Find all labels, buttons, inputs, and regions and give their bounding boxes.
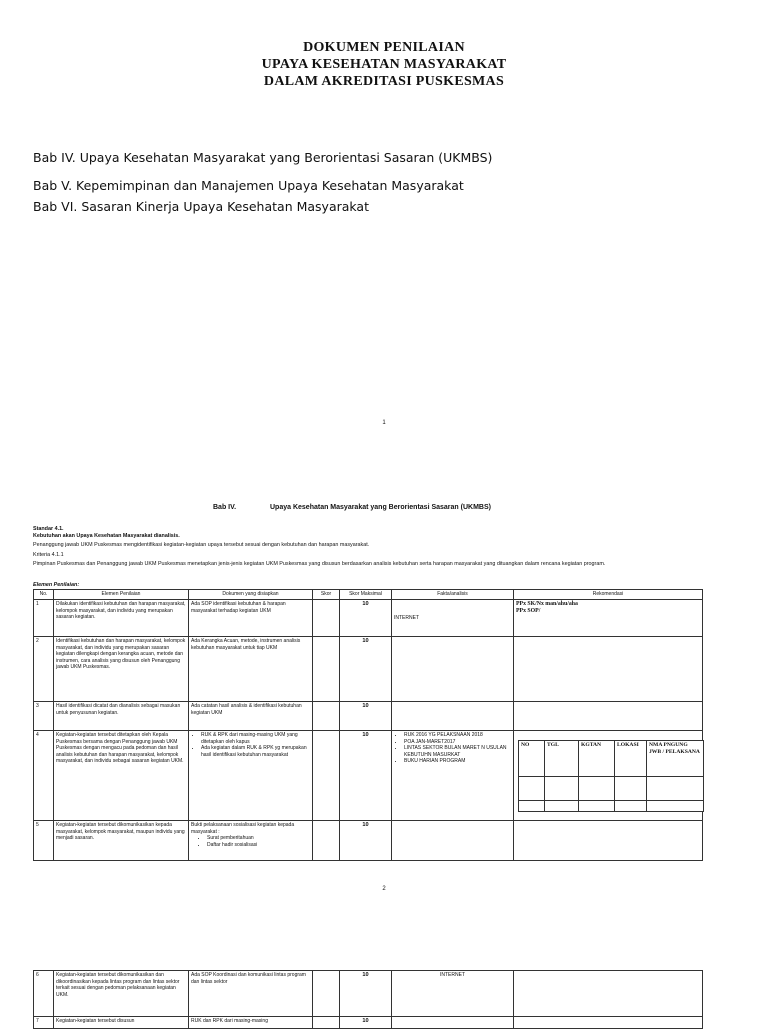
rekomendasi-line: PPx SOP/ <box>516 608 541 614</box>
row-elemen: Hasil identifikasi dicatat dan dianalisis sebagai masukan untuk penyusunan kegiatan. <box>54 702 189 731</box>
row-dokumen: Ada catatan hasil analisis & identifikasi kebutuhan kegiatan UKM <box>189 702 313 731</box>
kegiatan-row <box>519 801 704 812</box>
row-skor-maks: 10 <box>340 637 392 702</box>
kegiatan-header-row <box>519 741 704 777</box>
page2-chapter-title: Upaya Kesehatan Masyarakat yang Berorientasi Sasaran (UKMBS) <box>270 504 491 511</box>
row-no: 4 <box>34 731 54 821</box>
table-row <box>34 637 703 702</box>
header-skor: Skor <box>313 590 340 600</box>
dokumen-item: • RUK & RPK dari masing-masing UKM yang ditetapkan oleh kapus <box>201 732 310 745</box>
fakta-item: • RUK 2016 YG PELAKSNAAN 2018 <box>404 732 511 739</box>
row-rekomendasi <box>514 637 703 702</box>
assessment-table <box>33 589 703 861</box>
fakta-item: • BUKU HARIAN PROGRAM <box>404 758 511 765</box>
row-rekomendasi <box>514 702 703 731</box>
row-fakta <box>392 1017 514 1029</box>
standar-title: Kebutuhan akan Upaya Kesehatan Masyarakat dianalisis. <box>33 533 180 539</box>
table-row <box>34 1017 703 1029</box>
row-no: 5 <box>34 821 54 861</box>
row-fakta <box>392 637 514 702</box>
page2-chapter-no: Bab IV. <box>213 504 237 511</box>
row-dokumen <box>189 731 313 821</box>
row-dokumen <box>189 821 313 861</box>
table-row <box>34 971 703 1017</box>
row-skor-maks: 10 <box>340 702 392 731</box>
kegiatan-header-kgtan: KGTAN <box>579 741 615 777</box>
row-skor-maks: 10 <box>340 731 392 821</box>
chapter-v: Bab V. Kepemimpinan dan Manajemen Upaya Kesehatan Masyarakat <box>33 178 464 193</box>
row-skor-maks: 10 <box>340 971 392 1017</box>
kegiatan-row <box>519 777 704 801</box>
standar-label: Standar 4.1. <box>33 526 64 532</box>
kriteria-description: Pimpinan Puskesmas dan Penanggung jawab UKM Puskesmas menetapkan jenis-jenis kegiatan UKM Puskesmas yang disusun berdasarkan analisis kebutuhan serta harapan masyarakat yang dituangkan dalam rencana kegiatan program. <box>33 561 606 567</box>
kriteria-label: Kriteria 4.1.1 <box>33 552 64 558</box>
title-line-2: UPAYA KESEHATAN MASYARAKAT <box>261 57 507 72</box>
row-no: 3 <box>34 702 54 731</box>
row-skor-maks: 10 <box>340 1017 392 1029</box>
row-skor-maks: 10 <box>340 821 392 861</box>
row-skor-maks: 10 <box>340 600 392 637</box>
row-skor <box>313 821 340 861</box>
title-line-1: DOKUMEN PENILAIAN <box>303 40 465 55</box>
header-rekomendasi: Rekomendasi <box>514 590 703 600</box>
row-no: 7 <box>34 1017 54 1029</box>
kegiatan-header-no: NO <box>519 741 545 777</box>
row-elemen: Kegiatan-kegiatan tersebut dikomunikasikan dan dikoordinasikan kepada lintas program dan lintas sektor terkait sesuai dengan pedoman pelaksanaan kegiatan UKM. <box>54 971 189 1017</box>
row-dokumen: Ada SOP identifikasi kebutuhan & harapan masyarakat terhadap kegiatan UKM <box>189 600 313 637</box>
row-dokumen: Ada SOP Koordinasi dan komunikasi lintas program dan lintas sektor <box>189 971 313 1017</box>
row-elemen: Kegiatan-kegiatan tersebut ditetapkan oleh Kepala Puskesmas bersama dengan Penanggung jawab UKM Puskesmas dengan mengacu pada pedoman dan hasil analisis kebutuhan dan harapan masyarakat, kelompok masyarakat, dan individu sebagai sasaran kegiatan UKM. <box>54 731 189 821</box>
page-number-1: 1 <box>382 420 386 426</box>
fakta-item: • LINTAS SEKTOR BULAN MARET N USULAN KEBUTUHN MASURKAT <box>404 745 511 758</box>
title-line-3: DALAM AKREDITASI PUSKESMAS <box>263 74 505 89</box>
dokumen-text: Bukti pelaksanaan sosialisasi kegiatan kepada masyarakat : <box>191 822 295 835</box>
row-skor <box>313 971 340 1017</box>
assessment-table-continued <box>33 970 703 1029</box>
row-fakta: INTERNET <box>392 600 514 637</box>
header-elemen: Elemen Penilaian <box>54 590 189 600</box>
row-elemen: Kegiatan-kegiatan tersebut dikomunikasikan kepada masyarakat, kelompok masyarakat, maupun individu yang menjadi sasaran. <box>54 821 189 861</box>
row-elemen: Dilakukan identifikasi kebutuhan dan harapan masyarakat, kelompok masyarakat, dan individu yang merupakan sasaran kegiatan. <box>54 600 189 637</box>
table-row <box>34 821 703 861</box>
table-header-row <box>34 590 703 600</box>
row-fakta: INTERNET <box>392 971 514 1017</box>
header-skor-maks: Skor Maksimal <box>340 590 392 600</box>
chapter-iv: Bab IV. Upaya Kesehatan Masyarakat yang Berorientasi Sasaran (UKMBS) <box>33 150 493 165</box>
row-rekomendasi <box>514 821 703 861</box>
row-fakta <box>392 702 514 731</box>
dokumen-item: • Daftar hadir sosialisasi <box>207 842 310 849</box>
row-rekomendasi <box>514 1017 703 1029</box>
dokumen-item: • Ada kegiatan dalam RUK & RPK yg merupakan hasil identifikasi kebutuhan masyarakat <box>201 745 310 758</box>
header-no: No. <box>34 590 54 600</box>
table-row <box>34 702 703 731</box>
row-skor <box>313 637 340 702</box>
header-dokumen: Dokumen yang disiapkan <box>189 590 313 600</box>
dokumen-item: • Surat pemberitahuan <box>207 835 310 842</box>
rekomendasi-line: PPx SK/Nx man/ahu/aha <box>516 601 578 607</box>
row-no: 6 <box>34 971 54 1017</box>
row-dokumen: Ada Kerangka Acuan, metode, instrumen analisis kebutuhan masyarakat untuk tiap UKM <box>189 637 313 702</box>
row-rekomendasi <box>514 971 703 1017</box>
kegiatan-header-tgl: TGL <box>545 741 579 777</box>
row-rekomendasi <box>514 600 703 637</box>
row-elemen: Kegiatan-kegiatan tersebut disusun <box>54 1017 189 1029</box>
row-fakta <box>392 821 514 861</box>
chapter-vi: Bab VI. Sasaran Kinerja Upaya Kesehatan Masyarakat <box>33 199 369 214</box>
row-no: 2 <box>34 637 54 702</box>
page-number-2: 2 <box>382 886 386 892</box>
row-skor <box>313 702 340 731</box>
row-no: 1 <box>34 600 54 637</box>
kegiatan-table <box>518 740 704 812</box>
header-fakta: Fakta/analisis <box>392 590 514 600</box>
row-skor <box>313 600 340 637</box>
row-skor <box>313 1017 340 1029</box>
standar-description: Penanggung jawab UKM Puskesmas mengidentifikasi kegiatan-kegiatan upaya tersebut sesuai dengan kebutuhan dan harapan masyarakat. <box>33 542 370 548</box>
kegiatan-header-lokasi: LOKASI <box>615 741 647 777</box>
row-fakta <box>392 731 514 821</box>
elemen-label: Elemen Penilaian: <box>33 582 80 588</box>
table-row <box>34 600 703 637</box>
row-skor <box>313 731 340 821</box>
kegiatan-header-pj: NMA PNGUNG JWB / PELAKSANA <box>647 741 704 777</box>
fakta-item: • POA JAN-MARET2017 <box>404 739 511 746</box>
row-elemen: Identifikasi kebutuhan dan harapan masyarakat, kelompok masyarakat, dan individu yang merupakan sasaran kegiatan dilengkapi dengan kerangka acuan, metode dan instrumen, cara analisis yang disusun oleh Penanggung jawab UKM Puskesmas. <box>54 637 189 702</box>
row-dokumen: RUK dan RPK dari masing-masing <box>189 1017 313 1029</box>
